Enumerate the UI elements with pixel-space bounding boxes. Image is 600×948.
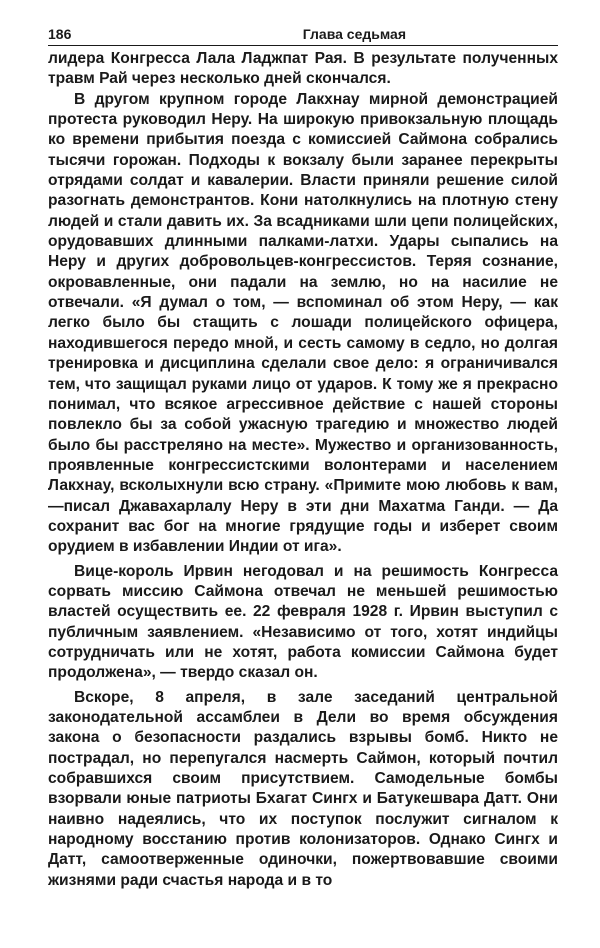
chapter-title: Глава седьмая — [302, 26, 406, 42]
body-text — [48, 49, 558, 891]
paragraph-viceroy-irwin: Вице-король Ирвин негодовал и на решимость Конгресса сорвать миссию Саймона отвечал не меньшей решимостью властей осуществить ее. 22 февраля 1928 г. Ирвин выступил с публичным заявлением. «Независимо от того, хотят индийцы сотрудничать или не хотят, работа комиссии Саймона будет продолжена», — твердо сказал он. — [48, 562, 558, 682]
running-header — [48, 26, 558, 46]
paragraph-lucknow-demonstration: В другом крупном городе Лакхнау мирной демонстрацией протеста руководил Неру. На широкую привокзальную площадь ко времени прибытия поезда с комиссией Саймона собрались тысячи горожан. Подходы к вокзалу были заранее перекрыты отрядами солдат и кавалерии. Власти приняли решение силой разогнать демонстрантов. Кони натолкнулись на плотную стену людей и стали давить их. За всадниками шли цепи полицейских, орудовавших длинными палками-латхи. Удары сыпались на Неру и других добровольцев-конгрессистов. Теряя сознание, окровавленные, они падали на землю, но на насилие не отвечали. «Я думал о том, — вспоминал об этом Неру, — как легко было бы стащить с лошади полицейского офицера, находившегося передо мной, и сесть самому в седло, но долгая тренировка и дисциплина сделали свое дело: я ограничивался тем, что защищал руками лицо от ударов. К тому же я прекрасно понимал, что всякое агрессивное действие с нашей стороны повлекло бы за собой ужасную трагедию и множество людей было бы расстреляно на месте». Мужество и организованность, проявленные конгрессистскими волонтерами и населением Лакхнау, всколыхнули всю страну. «Примите мою любовь к вам,—писал Джавахарлалу Неру в эти дни Махатма Ганди. — Да сохранит вас бог на многие грядущие годы и изберет своим орудием в избавлении Индии от ига». — [48, 90, 558, 556]
paragraph-assembly-bombing: Вскоре, 8 апреля, в зале заседаний центральной законодательной ассамблеи в Дели во время обсуждения закона о безопасности раздались взрывы бомб. Никто не пострадал, но перепугался насмерть Саймон, который почтил собравшихся своим присутствием. Самодельные бомбы взорвали юные патриоты Бхагат Сингх и Батукешвара Датт. Они наивно надеялись, что их поступок послужит сигналом к народному восстанию против колонизаторов. Однако Сингх и Датт, самоотверженные одиночки, пожертвовавшие своими жизнями ради счастья народа и в то — [48, 688, 558, 889]
book-page — [48, 26, 558, 891]
paragraph-continuation: лидера Конгресса Лала Ладжпат Рая. В результате полученных травм Рай через несколько дней скончался. — [48, 50, 558, 88]
page-number: 186 — [48, 26, 72, 42]
